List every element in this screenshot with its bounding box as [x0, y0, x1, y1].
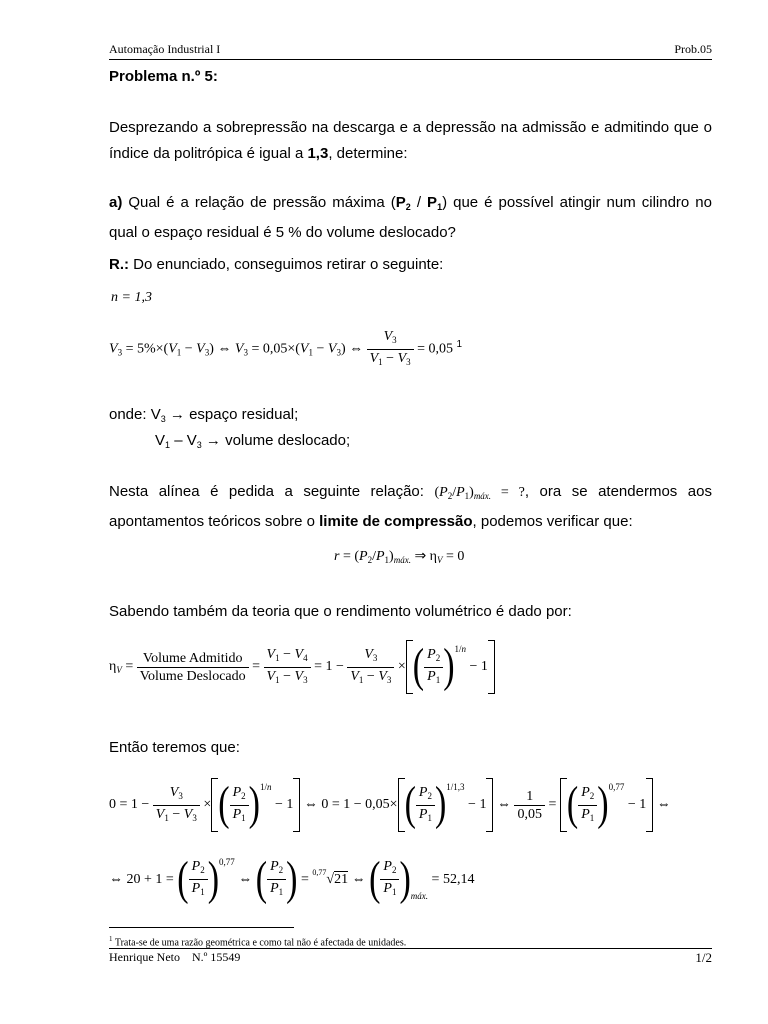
eq-v3: $V_3 = 5\%\times(V_1 - V_3)$ ⇔ $V_3 = 0,05\times(V_1 - V_3)$ ⇔ $\frac{V_3}{V_1 - V_3}$ = 0,05 $^1$: [109, 329, 463, 367]
eq-solve-2: ⇔ 20 + 1 = ( $\frac{P_2}{P_1}$ )$^{0,77}$ ⇔ ( $\frac{P_2}{P_1}$ ) = $^{0,77}$√21 ⇔ ( $\frac{P_2}{P_1}$ )$_{máx.} = 52,14$: [109, 853, 475, 905]
rend-paragraph: Sabendo também da teoria que o rendimento volumétrico é dado por:: [109, 603, 572, 620]
eq-r: $r = (P_2/P_1)_{máx.}$ ⇒ $\eta_V = 0$: [334, 549, 465, 565]
footnote-rule: [109, 927, 294, 928]
entao-paragraph: Então teremos que:: [109, 739, 240, 756]
intro-paragraph: Desprezando a sobrepressão na descarga e a depressão na admissão e admitindo que o índice da politrópica é igual a 1,3, determine:: [109, 119, 712, 162]
page-header: [109, 42, 712, 60]
question-a: a) Qual é a relação de pressão máxima $(P_2 / P_1)$ que é possível atingir num cilindro no qual o espaço residual é 5 % do volume deslocado?: [109, 194, 712, 241]
page-footer: [109, 950, 712, 965]
footer-author: Henrique Neto N.º 15549: [109, 950, 241, 964]
eq-eta: $\eta_V$ = $\frac{\text{Volume Admitido}}{\text{Volume Deslocado}}$ = $\frac{V_1 - V_4}{V_1 - V_3}$ = 1 − $\frac{V_3}{V_1 - V_3}$ × ( $\frac{P_2}{P_1}$ )$^{1/n}$ − 1: [109, 640, 495, 694]
footnote: $^1$ Trata-se de uma razão geométrica e como tal não é afectada de unidades.: [109, 935, 407, 949]
answer-line: R.: Do enunciado, conseguimos retirar o seguinte:: [109, 256, 444, 273]
relation-paragraph: Nesta alínea é pedida a seguinte relação: $(P_2/P_1)_{máx.}$ = ?, ora se atendermos aos apontamentos teóricos sobre o limite de compressão, podemos verificar que:: [109, 483, 712, 530]
header-course: Automação Industrial I: [109, 42, 221, 56]
onde-line2: $V_1 - V_3$ → volume deslocado;: [155, 432, 351, 450]
onde-line1: onde: $V_3$ → espaço residual;: [109, 406, 299, 424]
eq-n: n = 1,3: [111, 290, 152, 305]
eq-solve-1: 0 = 1 − $\frac{V_3}{V_1 - V_3}$ × ( $\frac{P_2}{P_1}$ )$^{1/n}$ − 1 ⇔ 0 = 1 − 0,05× ( $\frac{P_2}{P_1}$ )$^{1/1,3}$ − 1 ⇔ $\frac{1}{0,05}$ = ( $\frac{P_2}{P_1}$ )$^{0,77}$ − 1 ⇔: [109, 778, 671, 831]
footer-rule: [109, 948, 712, 949]
problem-title: Problema n.º 5:: [109, 68, 218, 85]
page-number: 1/2: [695, 950, 712, 965]
footnote-ref: 1: [456, 339, 463, 351]
header-rule: [109, 59, 712, 60]
header-problem: Prob.05: [674, 42, 712, 56]
